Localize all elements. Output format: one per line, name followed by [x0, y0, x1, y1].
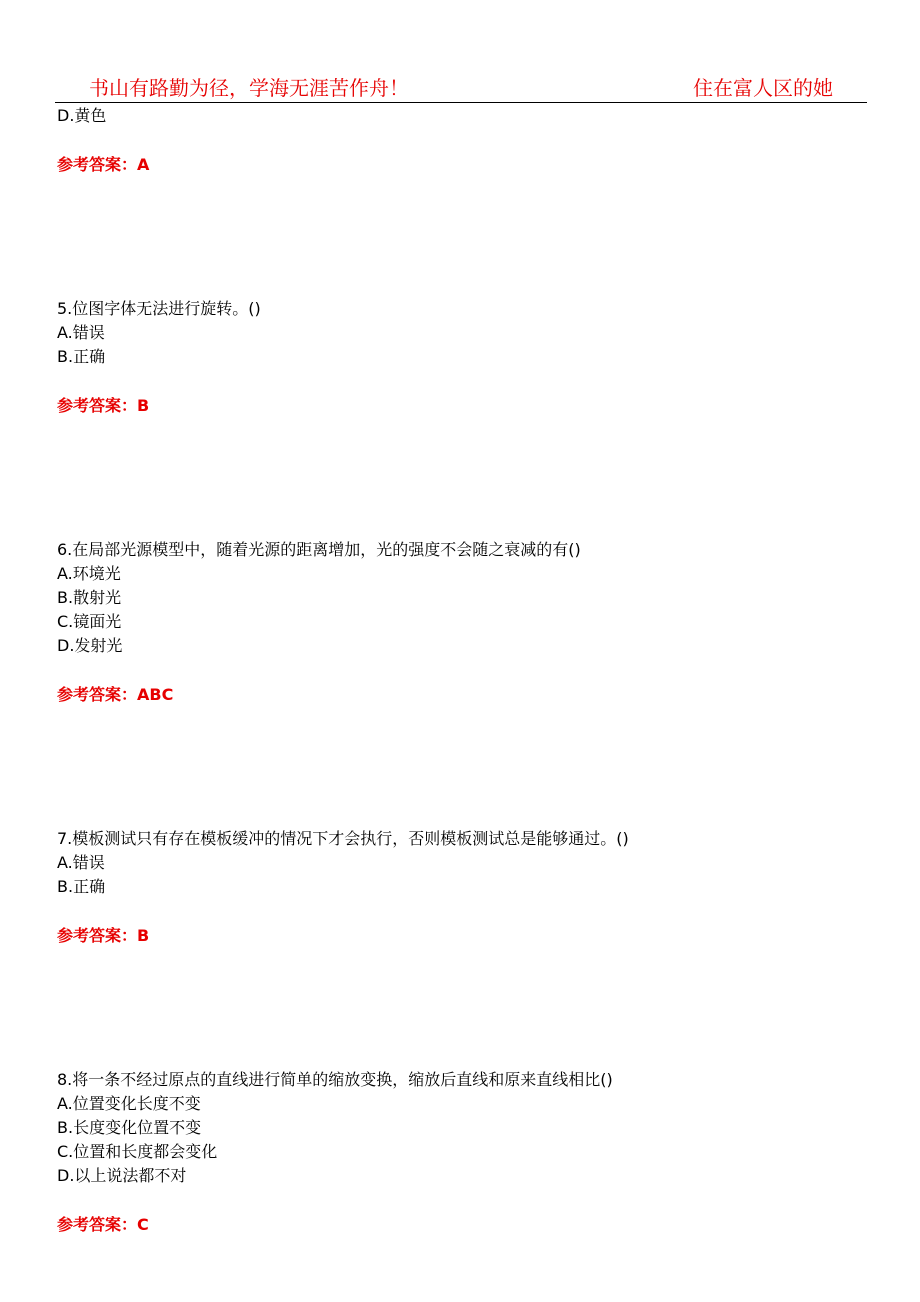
question-6-answer: [57, 685, 173, 705]
question-7-option-b: B.正确: [57, 877, 106, 896]
answer-value: C: [137, 1215, 149, 1234]
header-author: 住在富人区的她: [693, 76, 833, 100]
question-8-text: 8.将一条不经过原点的直线进行简单的缩放变换，缩放后直线和原来直线相比(): [57, 1070, 613, 1089]
question-6-text: 6.在局部光源模型中，随着光源的距离增加，光的强度不会随之衰减的有(): [57, 540, 581, 559]
question-8-answer: [57, 1215, 149, 1235]
question-6-option-d: D.发射光: [57, 636, 123, 655]
answer-value: B: [137, 396, 150, 415]
question-7-answer: [57, 926, 149, 946]
answer-label: 参考答案：: [57, 396, 138, 415]
question-6-option-a: A.环境光: [57, 564, 121, 583]
question-7-option-a: A.错误: [57, 853, 105, 872]
prev-option-d: D.黄色: [57, 106, 107, 125]
answer-value: B: [137, 926, 150, 945]
header-motto: 书山有路勤为径，学海无涯苦作舟！: [89, 76, 409, 100]
question-5-option-a: A.错误: [57, 323, 105, 342]
answer-label: 参考答案：: [57, 1215, 138, 1234]
question-5-answer: [57, 396, 149, 416]
question-6-option-c: C.镜面光: [57, 612, 122, 631]
question-5-text: 5.位图字体无法进行旋转。(): [57, 299, 261, 318]
question-8-option-d: D.以上说法都不对: [57, 1166, 187, 1185]
answer-value: ABC: [137, 685, 174, 704]
prev-answer: [57, 155, 149, 175]
page-header: [55, 70, 867, 103]
question-8-option-b: B.长度变化位置不变: [57, 1118, 202, 1137]
answer-label: 参考答案：: [57, 926, 138, 945]
question-8-option-c: C.位置和长度都会变化: [57, 1142, 218, 1161]
answer-label: 参考答案：: [57, 685, 138, 704]
answer-value: A: [137, 155, 150, 174]
question-8-option-a: A.位置变化长度不变: [57, 1094, 201, 1113]
question-5-option-b: B.正确: [57, 347, 106, 366]
answer-label: 参考答案：: [57, 155, 138, 174]
question-6-option-b: B.散射光: [57, 588, 122, 607]
question-7-text: 7.模板测试只有存在模板缓冲的情况下才会执行，否则模板测试总是能够通过。(): [57, 829, 629, 848]
